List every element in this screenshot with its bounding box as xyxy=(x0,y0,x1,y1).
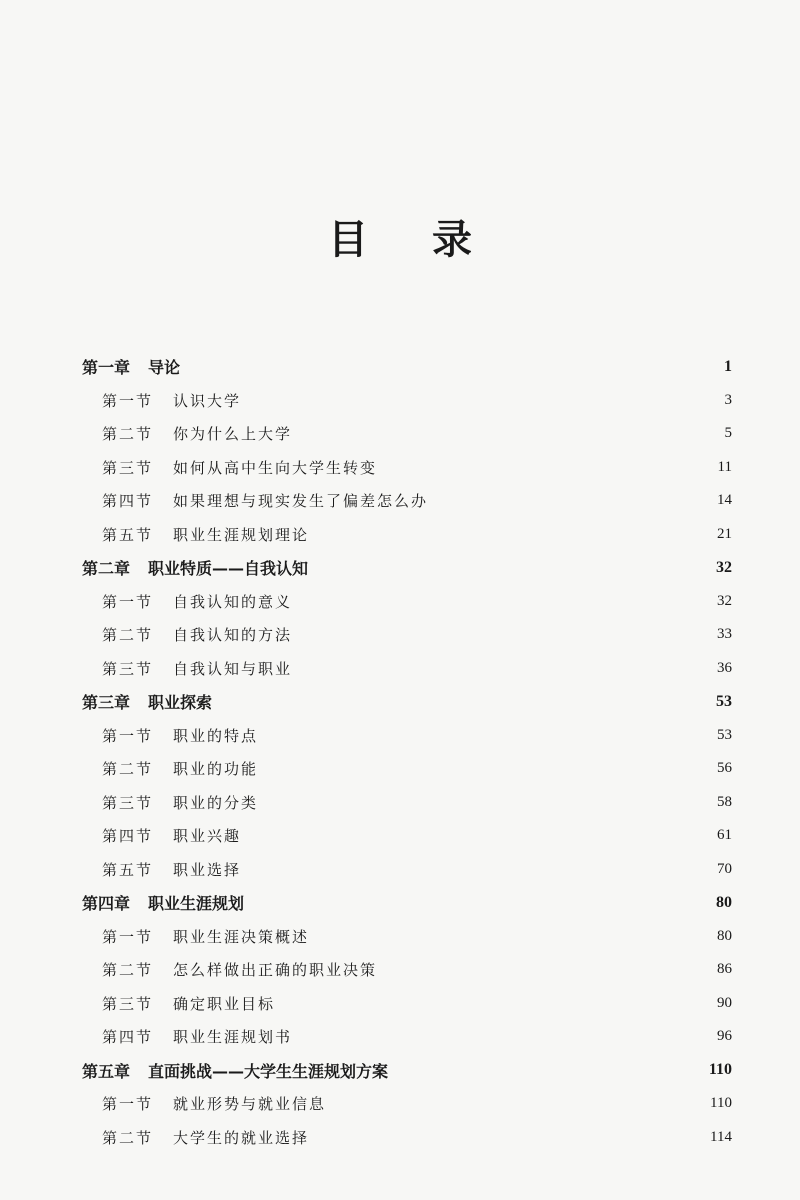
section-entry xyxy=(82,752,732,786)
chapter-entry xyxy=(82,1054,732,1088)
section-title: 自我认知与职业 xyxy=(173,659,293,678)
section-number: 第一节 xyxy=(102,391,154,410)
section-entry xyxy=(82,585,732,619)
section-number: 第五节 xyxy=(102,860,154,879)
section-entry xyxy=(82,451,732,485)
chapter-entry xyxy=(82,350,732,384)
section-page-number: 80 xyxy=(717,927,732,944)
section-page-number: 96 xyxy=(717,1028,732,1045)
section-label xyxy=(82,825,692,846)
section-title: 如何从高中生向大学生转变 xyxy=(173,458,378,477)
section-page-number: 56 xyxy=(717,760,732,777)
section-label xyxy=(82,1127,692,1148)
section-page-number: 32 xyxy=(717,592,732,609)
section-number: 第二节 xyxy=(102,961,154,980)
section-title: 职业生涯决策概述 xyxy=(173,927,310,946)
section-entry xyxy=(82,987,732,1021)
chapter-page-number: 53 xyxy=(716,692,732,710)
section-title: 如果理想与现实发生了偏差怎么办 xyxy=(173,492,429,511)
section-label xyxy=(82,926,692,947)
chapter-label xyxy=(82,1059,692,1082)
chapter-title: 职业探索 xyxy=(148,693,213,713)
chapter-entry xyxy=(82,551,732,585)
section-label xyxy=(82,591,692,612)
section-page-number: 114 xyxy=(710,1128,732,1145)
title-char-2: 录 xyxy=(432,217,472,263)
section-number: 第三节 xyxy=(102,458,154,477)
section-label xyxy=(82,1026,692,1047)
section-entry xyxy=(82,518,732,552)
chapter-label xyxy=(82,690,692,713)
chapter-entry xyxy=(82,685,732,719)
section-entry xyxy=(82,384,732,418)
section-label xyxy=(82,490,692,511)
section-label xyxy=(82,624,692,645)
chapter-page-number: 1 xyxy=(724,357,732,375)
section-title: 职业兴趣 xyxy=(173,827,242,846)
section-title: 职业的分类 xyxy=(173,793,259,812)
section-number: 第一节 xyxy=(102,1095,154,1114)
section-entry xyxy=(82,417,732,451)
section-label xyxy=(82,1093,692,1114)
table-of-contents xyxy=(82,350,732,1154)
chapter-page-number: 110 xyxy=(708,1061,732,1079)
section-number: 第四节 xyxy=(102,827,154,846)
section-page-number: 5 xyxy=(724,425,732,442)
section-title: 职业生涯规划理论 xyxy=(173,525,310,544)
section-page-number: 61 xyxy=(717,827,732,844)
section-number: 第三节 xyxy=(102,994,154,1013)
section-entry xyxy=(82,618,732,652)
chapter-page-number: 32 xyxy=(716,558,732,576)
section-label xyxy=(82,457,692,478)
section-number: 第二节 xyxy=(102,1128,154,1147)
section-label xyxy=(82,524,692,545)
section-label xyxy=(82,758,692,779)
section-number: 第二节 xyxy=(102,425,154,444)
section-number: 第一节 xyxy=(102,592,154,611)
section-title: 你为什么上大学 xyxy=(173,425,293,444)
section-number: 第四节 xyxy=(102,1028,154,1047)
section-label xyxy=(82,390,692,411)
section-title: 职业生涯规划书 xyxy=(173,1028,293,1047)
section-title: 职业的功能 xyxy=(173,760,259,779)
section-entry xyxy=(82,786,732,820)
section-page-number: 53 xyxy=(717,726,732,743)
chapter-number: 第二章 xyxy=(82,559,131,579)
chapter-title: 职业特质——自我认知 xyxy=(148,559,309,579)
section-entry xyxy=(82,719,732,753)
chapter-label xyxy=(82,355,692,378)
section-entry xyxy=(82,1121,732,1155)
section-entry xyxy=(82,920,732,954)
section-label xyxy=(82,993,692,1014)
chapter-label xyxy=(82,556,692,579)
section-number: 第一节 xyxy=(102,726,154,745)
section-entry xyxy=(82,484,732,518)
chapter-title: 直面挑战——大学生生涯规划方案 xyxy=(148,1061,389,1081)
section-page-number: 110 xyxy=(710,1095,732,1112)
section-title: 怎么样做出正确的职业决策 xyxy=(173,961,378,980)
section-page-number: 70 xyxy=(717,860,732,877)
section-page-number: 86 xyxy=(717,961,732,978)
section-number: 第三节 xyxy=(102,793,154,812)
section-title: 职业的特点 xyxy=(173,726,259,745)
section-number: 第三节 xyxy=(102,659,154,678)
section-label xyxy=(82,658,692,679)
section-page-number: 58 xyxy=(717,793,732,810)
section-label xyxy=(82,423,692,444)
section-title: 确定职业目标 xyxy=(173,994,276,1013)
section-entry xyxy=(82,652,732,686)
section-page-number: 11 xyxy=(717,458,732,475)
section-label xyxy=(82,792,692,813)
section-title: 大学生的就业选择 xyxy=(173,1128,310,1147)
chapter-label xyxy=(82,891,692,914)
section-title: 职业选择 xyxy=(173,860,242,879)
title-char-1: 目 xyxy=(328,217,368,263)
chapter-number: 第一章 xyxy=(82,358,131,378)
chapter-entry xyxy=(82,886,732,920)
section-page-number: 36 xyxy=(717,659,732,676)
chapter-title: 职业生涯规划 xyxy=(148,894,245,914)
section-label xyxy=(82,959,692,980)
section-page-number: 3 xyxy=(724,391,732,408)
section-page-number: 33 xyxy=(717,626,732,643)
section-page-number: 90 xyxy=(717,994,732,1011)
page-title xyxy=(0,208,800,265)
section-title: 自我认知的意义 xyxy=(173,592,293,611)
section-label xyxy=(82,859,692,880)
section-label xyxy=(82,725,692,746)
section-number: 第二节 xyxy=(102,760,154,779)
section-title: 认识大学 xyxy=(173,391,242,410)
section-number: 第一节 xyxy=(102,927,154,946)
section-entry xyxy=(82,853,732,887)
section-page-number: 21 xyxy=(717,525,732,542)
section-entry xyxy=(82,1087,732,1121)
section-page-number: 14 xyxy=(717,492,732,509)
section-entry xyxy=(82,953,732,987)
chapter-number: 第五章 xyxy=(82,1061,131,1081)
chapter-page-number: 80 xyxy=(716,893,732,911)
section-entry xyxy=(82,1020,732,1054)
chapter-title: 导论 xyxy=(148,358,181,378)
section-number: 第二节 xyxy=(102,626,154,645)
chapter-number: 第三章 xyxy=(82,693,131,713)
section-entry xyxy=(82,819,732,853)
section-number: 第五节 xyxy=(102,525,154,544)
section-number: 第四节 xyxy=(102,492,154,511)
chapter-number: 第四章 xyxy=(82,894,131,914)
section-title: 就业形势与就业信息 xyxy=(173,1095,327,1114)
section-title: 自我认知的方法 xyxy=(173,626,293,645)
